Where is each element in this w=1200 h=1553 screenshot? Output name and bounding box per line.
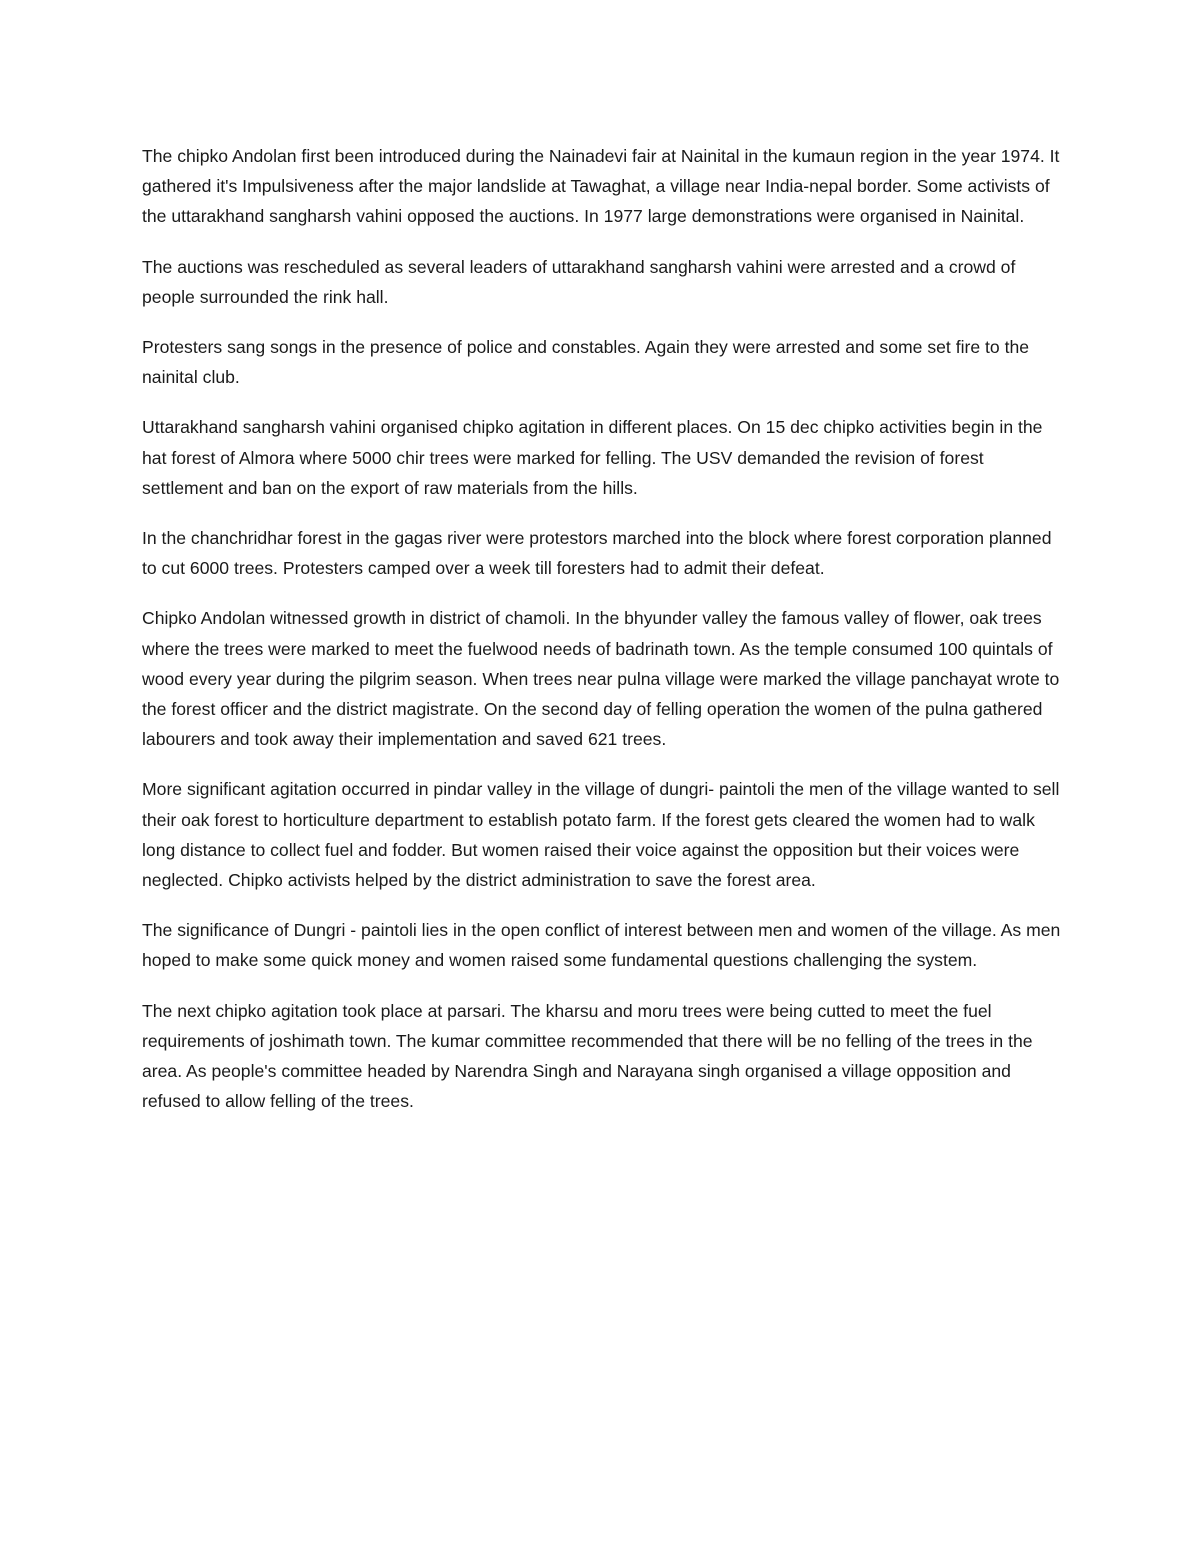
paragraph-7: More significant agitation occurred in pindar valley in the village of dungri- paintoli the men of the village wanted to sell their oak forest to horticulture department to establish potato farm. If the forest gets cleared the women had to walk long distance to collect fuel and fodder. But women raised their voice against the opposition but their voices were neglected. Chipko activists helped by the district administration to save the forest area. (142, 779, 1060, 891)
document-body (142, 141, 1062, 1136)
paragraph-9: The next chipko agitation took place at parsari. The kharsu and moru trees were being cutted to meet the fuel requirements of joshimath town. The kumar committee recommended that there will be no felling of the trees in the area. As people's committee headed by Narendra Singh and Narayana singh organised a village opposition and refused to allow felling of the trees. (142, 1000, 1033, 1112)
paragraph-2: The auctions was rescheduled as several leaders of uttarakhand sangharsh vahini were arrested and a crowd of people surrounded the rink hall. (142, 256, 1016, 307)
paragraph-6: Chipko Andolan witnessed growth in district of chamoli. In the bhyunder valley the famous valley of flower, oak trees where the trees were marked to meet the fuelwood needs of badrinath town. As the temple consumed 100 quintals of wood every year during the pilgrim season. When trees near pulna village were marked the village panchayat wrote to the forest officer and the district magistrate. On the second day of felling operation the women of the pulna gathered labourers and took away their implementation and saved 621 trees. (142, 608, 1060, 750)
paragraph-3: Protesters sang songs in the presence of police and constables. Again they were arrested and some set fire to the nainital club. (142, 337, 1030, 388)
paragraph-1: The chipko Andolan first been introduced during the Nainadevi fair at Nainital in the kumaun region in the year 1974. It gathered it's Impulsiveness after the major landslide at Tawaghat, a village near India-nepal border. Some activists of the uttarakhand sangharsh vahini opposed the auctions. In 1977 large demonstrations were organised in Nainital. (142, 146, 1060, 227)
paragraph-4: Uttarakhand sangharsh vahini organised chipko agitation in different places. On 15 dec chipko activities begin in the hat forest of Almora where 5000 chir trees were marked for felling. The USV demanded the revision of forest settlement and ban on the export of raw materials from the hills. (142, 417, 1043, 498)
paragraph-5: In the chanchridhar forest in the gagas river were protestors marched into the block where forest corporation planned to cut 6000 trees. Protesters camped over a week till foresters had to admit their defeat. (142, 528, 1052, 579)
paragraph-8: The significance of Dungri - paintoli lies in the open conflict of interest between men and women of the village. As men hoped to make some quick money and women raised some fundamental questions challenging the system. (142, 920, 1061, 971)
